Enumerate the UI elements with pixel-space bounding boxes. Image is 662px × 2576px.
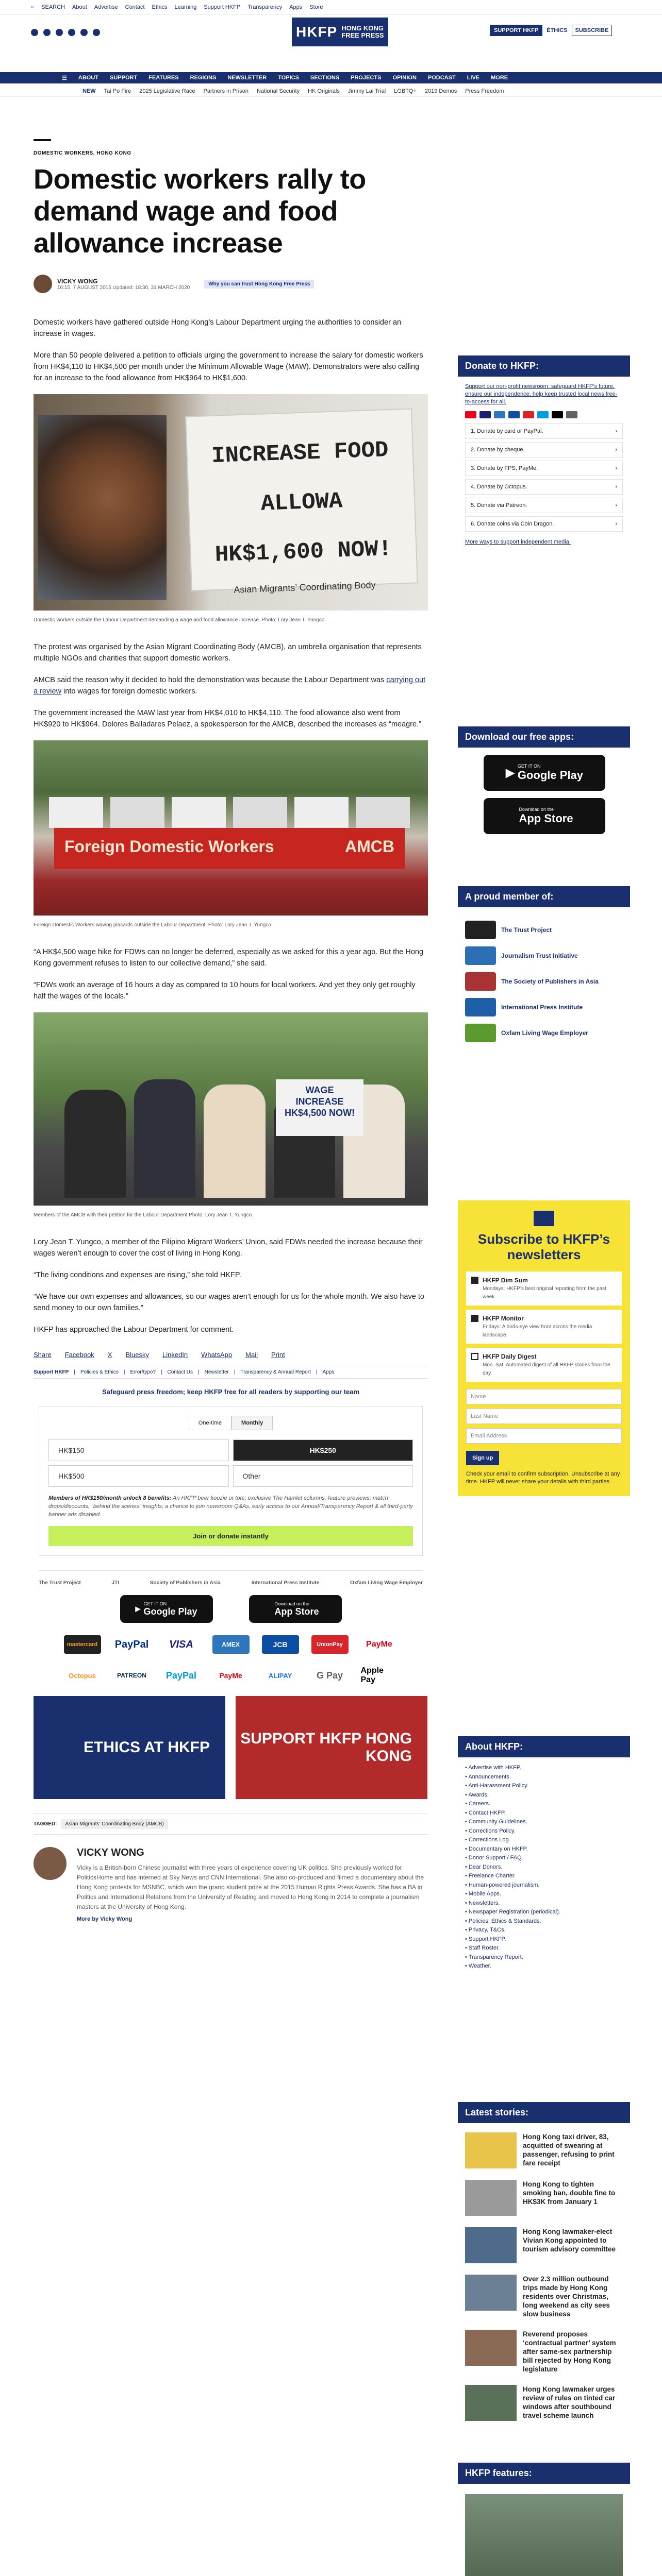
amount-option[interactable]: HK$150	[48, 1439, 229, 1461]
about-link[interactable]: • Corrections Log.	[465, 1836, 623, 1845]
threads-icon[interactable]	[68, 29, 75, 36]
protest-sign: INCREASE FOOD ALLOWA HK$1,600 NOW! Asian Migrants’ Coordinating Body	[185, 408, 418, 591]
story-thumbnail	[465, 2385, 517, 2421]
share-print[interactable]: Print	[271, 1351, 285, 1359]
chevron-right-icon: ›	[615, 484, 617, 490]
sidebar-features-heading: HKFP features:	[458, 2463, 630, 2484]
safeguard-message[interactable]: Safeguard press freedom; keep HKFP free for all readers by supporting our team	[102, 1388, 359, 1396]
paragraph: “We have our own expenses and allowances, so our wages aren’t enough for us for the whole month. We also have to send money to our own families.”	[34, 1293, 424, 1312]
share-whatsapp[interactable]: WhatsApp	[201, 1351, 233, 1359]
latest-story[interactable]: Hong Kong lawmaker-elect Vivian Kong appointed to tourism advisory committee	[465, 2227, 623, 2263]
wage-sign: WAGE INCREASE HK$4,500 NOW!	[276, 1079, 363, 1136]
about-link[interactable]: • Mobile Apps.	[465, 1890, 623, 1899]
support-hkfp-button[interactable]: SUPPORT HKFP	[490, 25, 542, 36]
latest-story[interactable]: Hong Kong to tighten smoking ban, double fine to HK$3K from January 1	[465, 2180, 623, 2216]
story-thumbnail	[465, 2227, 517, 2263]
logo-mark: HKFP	[296, 24, 338, 40]
sidebar-features	[458, 2463, 630, 2576]
about-link[interactable]: • Advertise with HKFP.	[465, 1764, 623, 1773]
main-nav	[0, 72, 662, 83]
email-field[interactable]: Email Address	[466, 1428, 622, 1444]
donation-widget	[39, 1406, 423, 1556]
paragraph: “The living conditions and expenses are rising,” she told HKFP.	[34, 1271, 241, 1279]
trust-badge[interactable]: Why you can trust Hong Kong Free Press	[204, 280, 314, 289]
sidebar-apps	[458, 726, 630, 841]
about-link[interactable]: • Contact HKFP.	[465, 1809, 623, 1818]
sidebar-donate-heading: Donate to HKFP:	[458, 355, 630, 377]
paragraph: HKFP has approached the Labour Department for comment.	[34, 1326, 234, 1334]
freq-one-time[interactable]: One-time	[189, 1416, 231, 1430]
story-thumbnail	[465, 2132, 517, 2168]
about-link[interactable]: • Community Guidelines.	[465, 1818, 623, 1827]
google-play-button[interactable]: ▶ GET IT ON Google Play	[120, 1595, 213, 1623]
newsletter-title: Subscribe to HKFP’s newsletters	[477, 1231, 610, 1262]
payme-icon: PayMe	[366, 1640, 392, 1649]
about-link[interactable]: • Staff Roster.	[465, 1944, 623, 1953]
footer-link[interactable]: Policies & Ethics	[80, 1369, 119, 1375]
patreon-icon: PATREON	[117, 1672, 146, 1679]
nav-features[interactable]: FEATURES	[148, 75, 179, 81]
footer-link[interactable]: Apps	[322, 1369, 335, 1375]
member-benefits: Members of HK$150/month unlock 8 benefits: An HKFP beer koozie or tote; exclusive The Hamlet columns, feature previews; match drops/discounts, “behind the scenes” insights; a chance to join newsroom Q&As, early access to our Annual/Transparency Report & all third-party banner ads disabled.	[48, 1495, 413, 1518]
donate-option[interactable]: 1. Donate by card or PayPal. ›	[465, 423, 623, 439]
sidebar-pay-icons	[465, 411, 623, 418]
partner-oxfam[interactable]: Oxfam Living Wage Employer	[350, 1580, 423, 1586]
feature-story[interactable]	[465, 2494, 623, 2576]
sidebar-app-store[interactable]: Download on the App Store	[484, 798, 605, 834]
newsletter-signup	[458, 1200, 630, 1496]
youtube-icon[interactable]	[80, 29, 88, 36]
article-category[interactable]: DOMESTIC WORKERS, HONG KONG	[34, 139, 428, 156]
about-link[interactable]: • Human-powered journalism.	[465, 1881, 623, 1890]
share-x[interactable]: X	[107, 1351, 112, 1359]
paragraph: “FDWs work an average of 16 hours a day as compared to 10 hours for local workers. And yet they only get roughly half the wages of the locals.”	[34, 981, 416, 1001]
facebook-icon[interactable]	[31, 29, 38, 36]
promo-banners	[34, 1696, 428, 1799]
envelope-icon	[534, 1211, 554, 1226]
story-thumbnail	[465, 2180, 517, 2216]
support-banner[interactable]: SUPPORT HKFP HONG KONG	[236, 1696, 427, 1799]
share-bluesky[interactable]: Bluesky	[125, 1351, 149, 1359]
partner-jti[interactable]: JTI	[111, 1580, 119, 1586]
sidebar-about	[458, 1736, 630, 1977]
social-icons	[31, 29, 100, 36]
chevron-right-icon: ›	[615, 521, 617, 527]
last-name-field[interactable]: Last Name	[466, 1409, 622, 1424]
chevron-right-icon: ›	[615, 502, 617, 509]
octopus-icon: Octopus	[69, 1671, 96, 1680]
publish-date: 16:15, 7 AUGUST 2015 Updated: 18:30, 31 MARCH 2020	[57, 284, 190, 291]
frequency-toggle	[48, 1416, 413, 1430]
subnav-item[interactable]: 2019 Demos	[424, 88, 457, 94]
app-store-links	[34, 1595, 428, 1623]
sidebar-google-play[interactable]: ▶ GET IT ON Google Play	[484, 755, 605, 791]
more-ways-link[interactable]: More ways to support independent media.	[465, 539, 571, 545]
subnav-item[interactable]: Jimmy Lai Trial	[347, 88, 386, 94]
story-thumbnail	[465, 2275, 517, 2311]
author-box-name[interactable]: VICKY WONG	[77, 1847, 144, 1858]
ethics-link[interactable]: ÉTHICS	[547, 27, 568, 33]
top-link-support[interactable]: Support HKFP	[204, 4, 241, 10]
tag-chip[interactable]: Asian Migrants' Coordinating Body (AMCB)	[61, 1819, 168, 1829]
footer-link[interactable]: Contact Us	[167, 1369, 193, 1375]
paypal-icon-2: PayPal	[166, 1670, 197, 1681]
instagram-icon[interactable]	[56, 29, 63, 36]
sidebar-latest-heading: Latest stories:	[458, 2102, 630, 2123]
protest-banner: Foreign Domestic Workers AMCB	[54, 828, 405, 869]
share-linkedin[interactable]: LinkedIn	[162, 1351, 188, 1359]
nav-live[interactable]: LIVE	[467, 75, 480, 81]
subnav-new-label: NEW	[82, 88, 96, 94]
paragraph: AMCB said the reason why it decided to hold the demonstration was because the Labour Department was carrying out a review into wages for foreign domestic workers.	[34, 676, 426, 696]
app-store-button[interactable]: Download on the App Store	[249, 1595, 342, 1623]
photo-protesters-3	[34, 1012, 428, 1206]
nav-podcast[interactable]: PODCAST	[427, 75, 456, 81]
about-link[interactable]: • Corrections Policy.	[465, 1827, 623, 1836]
partner-logos	[39, 1570, 423, 1586]
about-link[interactable]: • Weather.	[465, 1962, 623, 1971]
payment-methods	[49, 1635, 412, 1685]
photo-caption: Foreign Domestic Workers waving placards outside the Labour Department. Photo: Lory Jean T. Yungco.	[34, 922, 273, 928]
sub-nav	[0, 86, 662, 97]
about-link[interactable]: • Careers.	[465, 1800, 623, 1809]
header-actions	[490, 25, 612, 36]
chevron-right-icon: ›	[615, 428, 617, 434]
about-link[interactable]: • Anti-Harassment Policy.	[465, 1782, 623, 1791]
nav-more[interactable]: MORE	[491, 75, 508, 81]
article-title: Domestic workers rally to demand wage and food allowance increase	[34, 164, 366, 259]
story-thumbnail	[465, 2330, 517, 2366]
photo-protesters-1	[34, 394, 428, 611]
sidebar-donate	[458, 355, 630, 551]
photo-protesters-2	[34, 740, 428, 916]
newsletter-option[interactable]: HKFP Monitor Fridays: A birds-eye view from across the media landscape.	[466, 1310, 622, 1344]
ethics-banner[interactable]: ETHICS AT HKFP	[34, 1696, 225, 1799]
mastercard-icon: mastercard	[64, 1635, 101, 1654]
top-link-contact[interactable]: Contact	[125, 4, 145, 10]
donate-option[interactable]: 2. Donate by cheque. ›	[465, 442, 623, 457]
paragraph: Domestic workers have gathered outside Hong Kong’s Labour Department urging the authorities to consider an increase in wages.	[34, 318, 402, 338]
share-bar	[34, 1351, 428, 1359]
member-jti[interactable]: Journalism Trust Initiative	[465, 946, 623, 965]
photo-caption: Domestic workers outside the Labour Department demanding a wage and food allowance increase. Photo: Lory Jean T. Yungco.	[34, 617, 326, 623]
protester-figure	[38, 415, 167, 600]
partner-ipi[interactable]: International Press Institute	[251, 1580, 320, 1586]
about-link[interactable]: • Support HKFP.	[465, 1935, 623, 1944]
latest-story[interactable]: Reverend proposes ‘contractual partner’ system after same-sex partnership bill rejected by Hong Kong legislature	[465, 2330, 623, 2374]
article-footer-links: Support HKFP | Policies & Ethics | Error/typo? | Contact Us | Newsletter | Transparency & Annual Report | Apps	[34, 1366, 428, 1379]
subnav-item[interactable]: LGBTQ+	[394, 88, 417, 94]
search-link[interactable]: SEARCH	[41, 4, 65, 10]
latest-story[interactable]: Hong Kong lawmaker urges review of rules on tinted car windows after southbound travel scheme launch	[465, 2385, 623, 2421]
author-box-avatar[interactable]	[34, 1847, 67, 1880]
nav-sections[interactable]: SECTIONS	[310, 75, 340, 81]
google-play-icon: ▶	[505, 766, 515, 779]
nav-menu-icon[interactable]: ☰	[62, 75, 67, 81]
latest-story[interactable]: Over 2.3 million outbound trips made by Hong Kong residents over Christmas, long weekend as city sees slow business	[465, 2275, 623, 2318]
about-link[interactable]: • Newsletters.	[465, 1899, 623, 1908]
photo-caption: Members of the AMCB with their petition for the Labour Department Photo: Lory Jean T. Yungco.	[34, 1212, 253, 1218]
more-by-author-link[interactable]: More by Vicky Wong	[77, 1916, 133, 1922]
newsletter-option[interactable]: HKFP Dim Sum Mondays: HKFP’s best original reporting from the past week.	[466, 1272, 622, 1306]
about-link[interactable]: • Documentary on HKFP.	[465, 1845, 623, 1854]
author-bio: Vicky is a British-born Chinese journalist with three years of experience covering UK politics. She previously worked for PoliticsHome and has interned at Sky News and CNN International. She also co-produced and filmed a documentary about the Hong Kong protests for MSNBC, which won the grand student prize at the 2015 Human Rights Press Awards. She has a BA in Politics and International Relations from the University of Reading and moved to Hong Kong in 2014 to complete a journalism masters at the University of Hong Kong.	[77, 1864, 424, 1910]
about-link[interactable]: • Transparency Report.	[465, 1953, 623, 1962]
top-bar	[0, 0, 662, 14]
author-name[interactable]: VICKY WONG	[57, 277, 98, 285]
about-link[interactable]: • Awards.	[465, 1791, 623, 1800]
author-box	[34, 1847, 428, 1922]
amount-option-other[interactable]: Other	[233, 1465, 413, 1487]
share-facebook[interactable]: Facebook	[64, 1351, 94, 1359]
sidebar-memberships	[458, 886, 630, 1056]
member-sopa[interactable]: The Society of Publishers in Asia	[465, 972, 623, 991]
search-icon[interactable]: ⌕	[31, 4, 35, 10]
logo-text: HONG KONG FREE PRESS	[341, 24, 384, 39]
hkfp-logo[interactable]	[292, 18, 388, 46]
checkbox-icon	[471, 1353, 478, 1360]
donate-intro[interactable]: Support our non-profit newsroom: safeguard HKFP’s future, ensure our independence, help keep trusted local news free-to-access for all.	[465, 383, 618, 405]
sidebar-apps-heading: Download our free apps:	[458, 726, 630, 748]
nav-topics[interactable]: TOPICS	[278, 75, 299, 81]
share-mail[interactable]: Mail	[245, 1351, 258, 1359]
paragraph: The government increased the MAW last year from HK$4,010 to HK$4,110. The food allowance also went from HK$920 to HK$964. Dolores Balladares Pelaez, a spokesperson for the AMCB, described the increases as “meagre.”	[34, 709, 421, 728]
top-link-learning[interactable]: Learning	[174, 4, 197, 10]
join-donate-button[interactable]: Join or donate instantly	[48, 1526, 413, 1546]
signup-button[interactable]: Sign up	[466, 1451, 499, 1465]
nav-about[interactable]: ABOUT	[78, 75, 98, 81]
subnav-item[interactable]: Partners in Prison	[203, 88, 249, 94]
nav-projects[interactable]: PROJECTS	[351, 75, 382, 81]
paragraph: Lory Jean T. Yungco, a member of the Filipino Migrant Workers’ Union, said FDWs needed the increase because their wages weren’t enough to cover the cost of living in Hong Kong.	[34, 1238, 423, 1258]
bluesky-icon[interactable]	[93, 29, 100, 36]
paragraph: The protest was organised by the Asian Migrant Coordinating Body (AMCB), an umbrella organisation that represents multiple NGOs and charities that support domestic workers.	[34, 643, 422, 663]
subnav-item[interactable]: National Security	[256, 88, 300, 94]
footer-link[interactable]: Transparency & Annual Report	[240, 1369, 311, 1375]
about-link[interactable]: • Freelance Charter.	[465, 1872, 623, 1881]
top-link-ethics[interactable]: Ethics	[152, 4, 168, 10]
footer-link[interactable]: Error/typo?	[130, 1369, 156, 1375]
sidebar-member-heading: A proud member of:	[458, 886, 630, 907]
alipay-icon: ALIPAY	[268, 1671, 292, 1680]
amount-option-selected[interactable]: HK$250	[233, 1439, 413, 1461]
chevron-right-icon: ›	[615, 465, 617, 471]
donate-option[interactable]: 4. Donate by Octopus. ›	[465, 479, 623, 495]
checkbox-checked-icon	[471, 1315, 478, 1322]
latest-story[interactable]: Hong Kong taxi driver, 83, acquitted of swearing at passenger, refusing to print fare receipt	[465, 2132, 623, 2168]
visa-icon: VISA	[169, 1638, 193, 1650]
member-oxfam[interactable]: Oxfam Living Wage Employer	[465, 1024, 623, 1042]
unionpay-icon: UnionPay	[311, 1635, 349, 1654]
footer-link[interactable]: Support HKFP	[34, 1369, 69, 1375]
amount-options	[48, 1439, 413, 1487]
nav-opinion[interactable]: OPINION	[392, 75, 417, 81]
about-link[interactable]: • Privacy, T&Cs.	[465, 1926, 623, 1935]
about-link[interactable]: • Dear Donors.	[465, 1863, 623, 1872]
author-avatar[interactable]	[34, 275, 52, 293]
donate-option[interactable]: 5. Donate via Patreon. ›	[465, 498, 623, 513]
article	[34, 139, 428, 1922]
payme-icon-2: PayMe	[219, 1671, 242, 1680]
jcb-icon: JCB	[262, 1635, 299, 1654]
subnav-item[interactable]: 2025 Legislative Race	[139, 88, 195, 94]
freq-monthly[interactable]: Monthly	[231, 1416, 273, 1430]
about-link[interactable]: • Announcements.	[465, 1773, 623, 1782]
paragraph: More than 50 people delivered a petition to officials urging the government to increase the salary for domestic workers from HK$4,110 to HK$4,500 per month under the Minimum Allowable Wage (MAW). Demonstrators were also calling for an increase to the food allowance from HK$964 to HK$1,600.	[34, 351, 423, 382]
share-label: Share	[34, 1351, 52, 1359]
sidebar-latest	[458, 2102, 630, 2438]
x-icon[interactable]	[43, 29, 51, 36]
newsletter-option[interactable]: HKFP Daily Digest Mon–Sat: Automated digest of all HKFP stories from the day.	[466, 1348, 622, 1382]
feature-thumbnail	[465, 2494, 623, 2576]
review-link[interactable]: carrying out a review	[34, 676, 426, 696]
google-play-icon: ▶	[135, 1605, 141, 1613]
about-link[interactable]: • Newspaper Registration (periodical).	[465, 1908, 623, 1917]
member-ipi[interactable]: International Press Institute	[465, 998, 623, 1016]
donate-option[interactable]: 6. Donate coins via Coin Dragon. ›	[465, 516, 623, 532]
checkbox-checked-icon	[471, 1277, 478, 1284]
newsletter-note: Check your email to confirm subscription. Unsubscribe at any time. HKFP will never share your details with third parties.	[466, 1471, 620, 1485]
top-link-apps[interactable]: Apps	[289, 4, 303, 10]
chevron-right-icon: ›	[615, 447, 617, 453]
donate-option[interactable]: 3. Donate by FPS, PayMe. ›	[465, 461, 623, 476]
footer-link[interactable]: Newsletter	[204, 1369, 229, 1375]
member-trust-project[interactable]: The Trust Project	[465, 921, 623, 939]
top-link-about[interactable]: About	[72, 4, 87, 10]
sidebar-about-heading: About HKFP:	[458, 1736, 630, 1757]
about-link[interactable]: • Policies, Ethics & Standards.	[465, 1917, 623, 1926]
name-field[interactable]: Name	[466, 1389, 622, 1404]
top-link-advertise[interactable]: Advertise	[94, 4, 118, 10]
top-link-transparency[interactable]: Transparency	[247, 4, 283, 10]
top-link-store[interactable]: Store	[309, 4, 323, 10]
google-pay-icon: G Pay	[316, 1670, 343, 1681]
about-links	[465, 1764, 623, 1971]
nav-newsletter[interactable]: NEWSLETTER	[227, 75, 267, 81]
paragraph: “A HK$4,500 wage hike for FDWs can no longer be deferred, especially as we asked for this a year ago. But the Hong Kong government refuses to listen to our collective demand,” she said.	[34, 948, 424, 968]
subscribe-button[interactable]: SUBSCRIBE	[572, 25, 613, 36]
nav-regions[interactable]: REGIONS	[190, 75, 217, 81]
paypal-icon: PayPal	[114, 1638, 149, 1650]
apple-pay-icon: Apple Pay	[360, 1666, 384, 1684]
subnav-item[interactable]: Press Freedom	[465, 88, 504, 94]
amex-icon: AMEX	[212, 1635, 250, 1654]
tags-row: TAGGED: Asian Migrants' Coordinating Body (AMCB)	[34, 1814, 428, 1835]
partner-trust-project[interactable]: The Trust Project	[39, 1580, 81, 1586]
nav-support[interactable]: SUPPORT	[109, 75, 138, 81]
byline	[34, 275, 428, 293]
subnav-item[interactable]: HK Originals	[308, 88, 340, 94]
placards	[49, 797, 410, 828]
amount-option[interactable]: HK$500	[48, 1465, 229, 1487]
subnav-item[interactable]: Tai Po Fire	[104, 88, 131, 94]
about-link[interactable]: • Donor Support / FAQ.	[465, 1854, 623, 1863]
partner-sopa[interactable]: Society of Publishers in Asia	[150, 1580, 221, 1586]
